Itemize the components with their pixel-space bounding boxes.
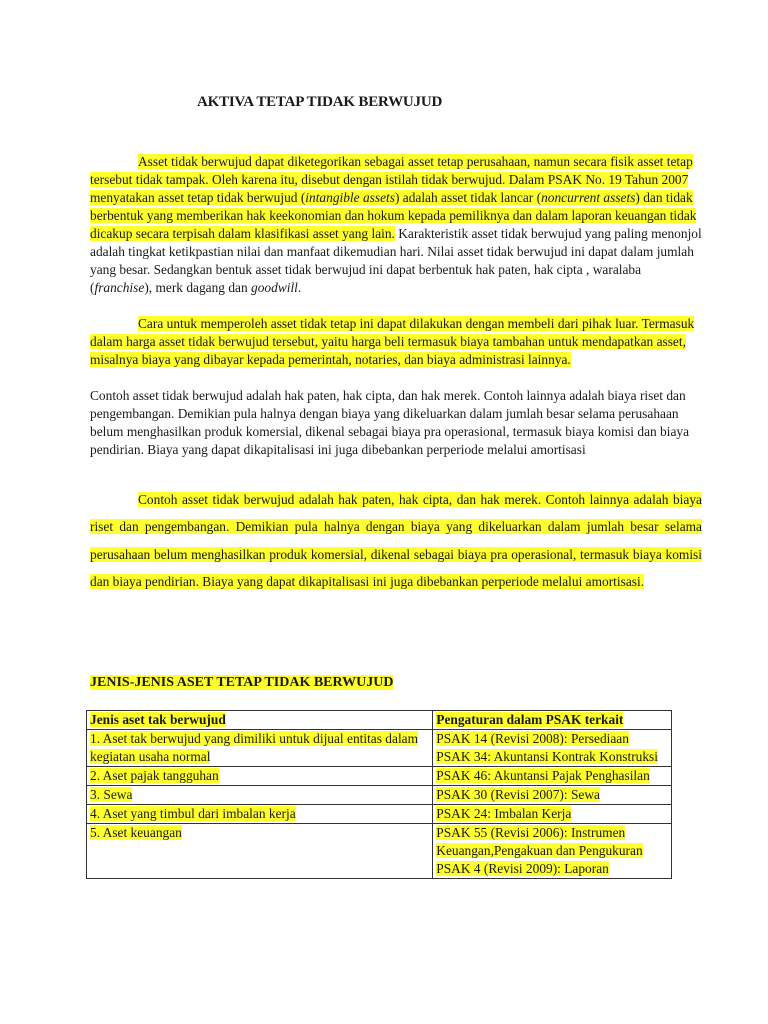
paragraph-2 xyxy=(90,315,702,369)
paragraph-3: Contoh asset tidak berwujud adalah hak paten, hak cipta, dan hak merek. Contoh lainnya adalah biaya riset dan pengembangan. Demikian pula halnya dengan biaya yang dikeluarkan dalam jumlah besar selama perusahaan belum menghasilkan produk komersial, dikenal sebagai biaya pra operasional, termasuk biaya komisi dan biaya pendirian. Biaya yang dapat dikapitalisasi ini juga dibebankan perperiode melalui amortisasi xyxy=(90,388,690,457)
table-cell-jenis: 1. Aset tak berwujud yang dimiliki untuk dijual entitas dalam kegiatan usaha normal xyxy=(87,730,433,767)
table-cell-psak: PSAK 55 (Revisi 2006): Instrumen Keuangan,Pengakuan dan Pengukuran PSAK 4 (Revisi 2009): Laporan xyxy=(433,824,672,879)
table-cell-psak: PSAK 14 (Revisi 2008): Persediaan PSAK 34: Akuntansi Kontrak Konstruksi xyxy=(433,730,672,767)
table-cell-psak: PSAK 46: Akuntansi Pajak Penghasilan xyxy=(433,767,672,786)
body-text: . xyxy=(297,280,302,295)
paragraph-1 xyxy=(90,153,702,297)
table-cell-psak: PSAK 24: Imbalan Kerja xyxy=(433,805,672,824)
table-row xyxy=(87,730,672,767)
table-header-cell: Jenis aset tak berwujud xyxy=(87,711,433,730)
table-cell-jenis: 5. Aset keuangan xyxy=(87,824,433,879)
table-cell-jenis: 4. Aset yang timbul dari imbalan kerja xyxy=(87,805,433,824)
table-header-cell: Pengaturan dalam PSAK terkait xyxy=(433,711,672,730)
highlight-text: ) dan tidak berbentuk yang memberikan hak keekonomian dan hokum kepada pemiliknya dan dalam laporan keuangan tidak dicakup secara terpisah dalam klasifikasi asset yang lain. xyxy=(90,190,697,241)
highlight-text: ) adalah asset tidak lancar ( xyxy=(394,190,542,205)
highlight-italic-text: noncurrent assets xyxy=(541,190,636,205)
table-row xyxy=(87,786,672,805)
section-title: JENIS-JENIS ASET TETAP TIDAK BERWUJUD xyxy=(90,675,394,690)
paragraph-4 xyxy=(90,486,702,596)
table-row xyxy=(87,805,672,824)
table-cell-jenis: 2. Aset pajak tangguhan xyxy=(87,767,433,786)
highlight-text: Contoh asset tidak berwujud adalah hak paten, hak cipta, dan hak merek. Contoh lainnya adalah biaya riset dan pengembangan. Demikian pula halnya dengan biaya yang dikeluarkan dalam jumlah besar selama perusahaan belum menghasilkan produk komersial, dikenal sebagai biaya pra operasional, termasuk biaya komisi dan biaya pendirian. Biaya yang dapat dikapitalisasi ini juga dibebankan perperiode melalui amortisasi. xyxy=(90,492,702,590)
table-cell-jenis: 3. Sewa xyxy=(87,786,433,805)
italic-text: franchise xyxy=(94,280,145,295)
table-row xyxy=(87,767,672,786)
table-cell-psak: PSAK 30 (Revisi 2007): Sewa xyxy=(433,786,672,805)
highlight-text: Cara untuk memperoleh asset tidak tetap ini dapat dilakukan dengan membeli dari pihak luar. Termasuk dalam harga asset tidak berwujud tersebut, yaitu harga beli termasuk biaya tambahan untuk mendapatkan asset, misalnya biaya yang dibayar kepada pemerintah, notaries, dan biaya administrasi lainnya. xyxy=(90,316,695,367)
table-header-row xyxy=(87,711,672,730)
table-row xyxy=(87,824,672,879)
highlight-text: Asset tidak berwujud dapat diketegorikan sebagai asset tetap perusahaan, namun secara fisik asset tetap tersebut tidak tampak. Oleh karena itu, disebut dengan istilah tidak berwujud. Dalam PSAK No. 19 Tahun 2007 menyatakan asset tetap tidak berwujud ( xyxy=(90,154,693,205)
body-text: Karakteristik asset tidak berwujud yang paling menonjol adalah tingkat ketikpastian nilai dan manfaat dikemudian hari. Nilai asset tidak berwujud ini dapat dalam jumlah yang besar. Sedangkan bentuk asset tidak berwujud ini dapat berbentuk hak paten, hak cipta , waralaba ( xyxy=(90,226,702,295)
page-title: AKTIVA TETAP TIDAK BERWUJUD xyxy=(197,94,443,110)
body-text: ), merk dagang dan xyxy=(144,280,252,295)
highlight-italic-text: intangible assets xyxy=(305,190,395,205)
jenis-aset-table xyxy=(86,710,672,879)
italic-text: goodwill xyxy=(251,280,298,295)
